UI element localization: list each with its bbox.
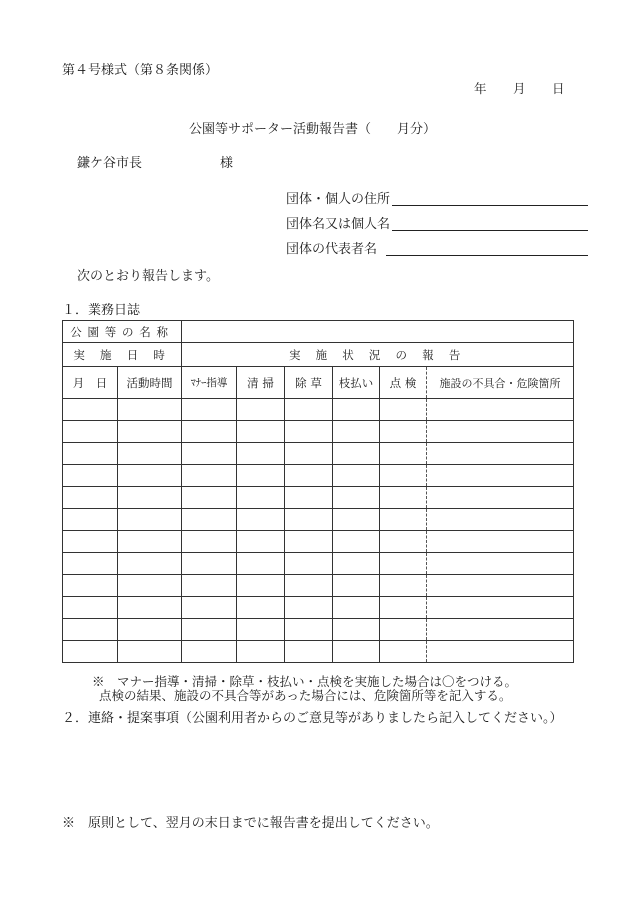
- log-cell-manner-guidance[interactable]: [182, 399, 237, 421]
- log-cell-date[interactable]: [63, 443, 118, 465]
- log-cell-date[interactable]: [63, 399, 118, 421]
- log-cell-date[interactable]: [63, 597, 118, 619]
- log-cell-cleaning[interactable]: [237, 465, 285, 487]
- log-cell-manner-guidance[interactable]: [182, 487, 237, 509]
- col-date: 月 日: [63, 367, 118, 399]
- log-cell-inspection[interactable]: [380, 421, 427, 443]
- form-number: 第４号様式（第８条関係）: [62, 63, 219, 78]
- log-cell-date[interactable]: [63, 575, 118, 597]
- log-cell-date[interactable]: [63, 619, 118, 641]
- log-cell-cleaning[interactable]: [237, 575, 285, 597]
- log-row: [63, 575, 574, 597]
- log-cell-inspection[interactable]: [380, 399, 427, 421]
- field-line-address[interactable]: [392, 205, 588, 206]
- log-cell-manner-guidance[interactable]: [182, 465, 237, 487]
- log-cell-pruning[interactable]: [333, 531, 380, 553]
- park-name-cell[interactable]: [182, 321, 574, 343]
- log-cell-inspection[interactable]: [380, 597, 427, 619]
- log-cell-inspection[interactable]: [380, 509, 427, 531]
- report-title: 公園等サポーター活動報告書（ 月分）: [189, 122, 437, 137]
- log-cell-weeding[interactable]: [285, 553, 333, 575]
- col-activity-time: 活動時間: [118, 367, 182, 399]
- col-facility-defects: 施設の不具合・危険箇所: [427, 367, 574, 399]
- field-line-name[interactable]: [392, 230, 588, 231]
- log-cell-activity-time[interactable]: [118, 531, 182, 553]
- log-cell-weeding[interactable]: [285, 487, 333, 509]
- log-cell-date[interactable]: [63, 553, 118, 575]
- log-cell-pruning[interactable]: [333, 487, 380, 509]
- log-cell-cleaning[interactable]: [237, 509, 285, 531]
- section-1-heading: １．業務日誌: [62, 303, 141, 318]
- col-inspection: 点 検: [380, 367, 427, 399]
- log-cell-activity-time[interactable]: [118, 487, 182, 509]
- field-line-representative[interactable]: [386, 255, 588, 256]
- log-cell-facility-defects[interactable]: [427, 553, 574, 575]
- log-cell-inspection[interactable]: [380, 465, 427, 487]
- log-cell-date[interactable]: [63, 421, 118, 443]
- log-cell-facility-defects[interactable]: [427, 575, 574, 597]
- log-row: [63, 487, 574, 509]
- log-cell-cleaning[interactable]: [237, 443, 285, 465]
- log-cell-inspection[interactable]: [380, 553, 427, 575]
- log-cell-cleaning[interactable]: [237, 641, 285, 663]
- log-cell-activity-time[interactable]: [118, 465, 182, 487]
- log-cell-activity-time[interactable]: [118, 509, 182, 531]
- log-cell-inspection[interactable]: [380, 641, 427, 663]
- log-cell-manner-guidance[interactable]: [182, 575, 237, 597]
- log-cell-pruning[interactable]: [333, 597, 380, 619]
- log-cell-weeding[interactable]: [285, 619, 333, 641]
- section-2-heading: ２．連絡・提案事項（公園利用者からのご意見等がありましたら記入してください。）: [62, 711, 563, 726]
- log-cell-manner-guidance[interactable]: [182, 619, 237, 641]
- log-cell-facility-defects[interactable]: [427, 421, 574, 443]
- log-row: [63, 509, 574, 531]
- log-cell-inspection[interactable]: [380, 443, 427, 465]
- log-cell-activity-time[interactable]: [118, 443, 182, 465]
- log-cell-facility-defects[interactable]: [427, 399, 574, 421]
- log-row: [63, 597, 574, 619]
- field-label-name: 団体名又は個人名: [286, 217, 391, 232]
- log-cell-activity-time[interactable]: [118, 421, 182, 443]
- log-cell-facility-defects[interactable]: [427, 597, 574, 619]
- log-cell-pruning[interactable]: [333, 641, 380, 663]
- log-cell-manner-guidance[interactable]: [182, 597, 237, 619]
- log-cell-weeding[interactable]: [285, 641, 333, 663]
- col-pruning: 枝払い: [333, 367, 380, 399]
- log-cell-weeding[interactable]: [285, 575, 333, 597]
- column-header-row: [63, 367, 574, 399]
- log-cell-manner-guidance[interactable]: [182, 443, 237, 465]
- footer-note: ※ 原則として、翌月の末日までに報告書を提出してください。: [62, 816, 439, 831]
- field-label-representative: 団体の代表者名: [286, 242, 378, 257]
- report-intro: 次のとおり報告します。: [77, 269, 219, 284]
- log-cell-date[interactable]: [63, 487, 118, 509]
- log-cell-activity-time[interactable]: [118, 641, 182, 663]
- log-row: [63, 465, 574, 487]
- log-cell-date[interactable]: [63, 641, 118, 663]
- log-cell-weeding[interactable]: [285, 509, 333, 531]
- col-weeding: 除 草: [285, 367, 333, 399]
- log-cell-pruning[interactable]: [333, 421, 380, 443]
- log-cell-facility-defects[interactable]: [427, 443, 574, 465]
- log-row: [63, 531, 574, 553]
- log-cell-activity-time[interactable]: [118, 553, 182, 575]
- log-cell-date[interactable]: [63, 531, 118, 553]
- log-cell-date[interactable]: [63, 465, 118, 487]
- log-cell-cleaning[interactable]: [237, 487, 285, 509]
- log-cell-inspection[interactable]: [380, 619, 427, 641]
- log-cell-pruning[interactable]: [333, 575, 380, 597]
- log-cell-pruning[interactable]: [333, 399, 380, 421]
- log-cell-cleaning[interactable]: [237, 553, 285, 575]
- log-cell-weeding[interactable]: [285, 531, 333, 553]
- log-cell-manner-guidance[interactable]: [182, 421, 237, 443]
- log-cell-pruning[interactable]: [333, 443, 380, 465]
- log-cell-cleaning[interactable]: [237, 531, 285, 553]
- field-label-address: 団体・個人の住所: [286, 192, 391, 207]
- log-cell-activity-time[interactable]: [118, 575, 182, 597]
- activity-log-table: [62, 320, 574, 663]
- log-row: [63, 553, 574, 575]
- log-cell-cleaning[interactable]: [237, 421, 285, 443]
- log-cell-activity-time[interactable]: [118, 619, 182, 641]
- log-row: [63, 399, 574, 421]
- log-cell-pruning[interactable]: [333, 465, 380, 487]
- log-cell-inspection[interactable]: [380, 575, 427, 597]
- date-line: 年 月 日: [474, 81, 566, 96]
- log-row: [63, 641, 574, 663]
- log-cell-date[interactable]: [63, 509, 118, 531]
- log-row: [63, 443, 574, 465]
- log-cell-pruning[interactable]: [333, 509, 380, 531]
- log-cell-cleaning[interactable]: [237, 399, 285, 421]
- log-cell-manner-guidance[interactable]: [182, 553, 237, 575]
- note-marking: ※ マナー指導・清掃・除草・枝払い・点検を実施した場合は〇をつける。: [92, 674, 518, 689]
- log-cell-facility-defects[interactable]: [427, 487, 574, 509]
- log-cell-manner-guidance[interactable]: [182, 641, 237, 663]
- log-cell-weeding[interactable]: [285, 421, 333, 443]
- date-time-header: 実 施 日 時: [63, 343, 182, 367]
- log-cell-inspection[interactable]: [380, 531, 427, 553]
- log-row: [63, 421, 574, 443]
- log-cell-facility-defects[interactable]: [427, 619, 574, 641]
- log-cell-pruning[interactable]: [333, 553, 380, 575]
- log-cell-pruning[interactable]: [333, 619, 380, 641]
- col-manner-guidance: ﾏﾅｰ指導: [182, 367, 237, 399]
- log-cell-weeding[interactable]: [285, 443, 333, 465]
- note-inspection: 点検の結果、施設の不具合等があった場合には、危険箇所等を記入する。: [99, 688, 512, 703]
- log-cell-cleaning[interactable]: [237, 597, 285, 619]
- log-cell-weeding[interactable]: [285, 399, 333, 421]
- log-cell-facility-defects[interactable]: [427, 465, 574, 487]
- log-cell-activity-time[interactable]: [118, 597, 182, 619]
- log-cell-facility-defects[interactable]: [427, 641, 574, 663]
- log-cell-manner-guidance[interactable]: [182, 509, 237, 531]
- col-cleaning: 清 掃: [237, 367, 285, 399]
- log-cell-facility-defects[interactable]: [427, 509, 574, 531]
- log-cell-cleaning[interactable]: [237, 619, 285, 641]
- log-cell-facility-defects[interactable]: [427, 531, 574, 553]
- log-cell-weeding[interactable]: [285, 597, 333, 619]
- status-header: 実 施 状 況 の 報 告: [182, 343, 574, 367]
- log-cell-activity-time[interactable]: [118, 399, 182, 421]
- log-cell-manner-guidance[interactable]: [182, 531, 237, 553]
- park-name-label: 公園等の名称: [63, 321, 182, 343]
- log-row: [63, 619, 574, 641]
- log-cell-inspection[interactable]: [380, 487, 427, 509]
- log-cell-weeding[interactable]: [285, 465, 333, 487]
- addressee: 鎌ケ谷市長 様: [77, 156, 234, 171]
